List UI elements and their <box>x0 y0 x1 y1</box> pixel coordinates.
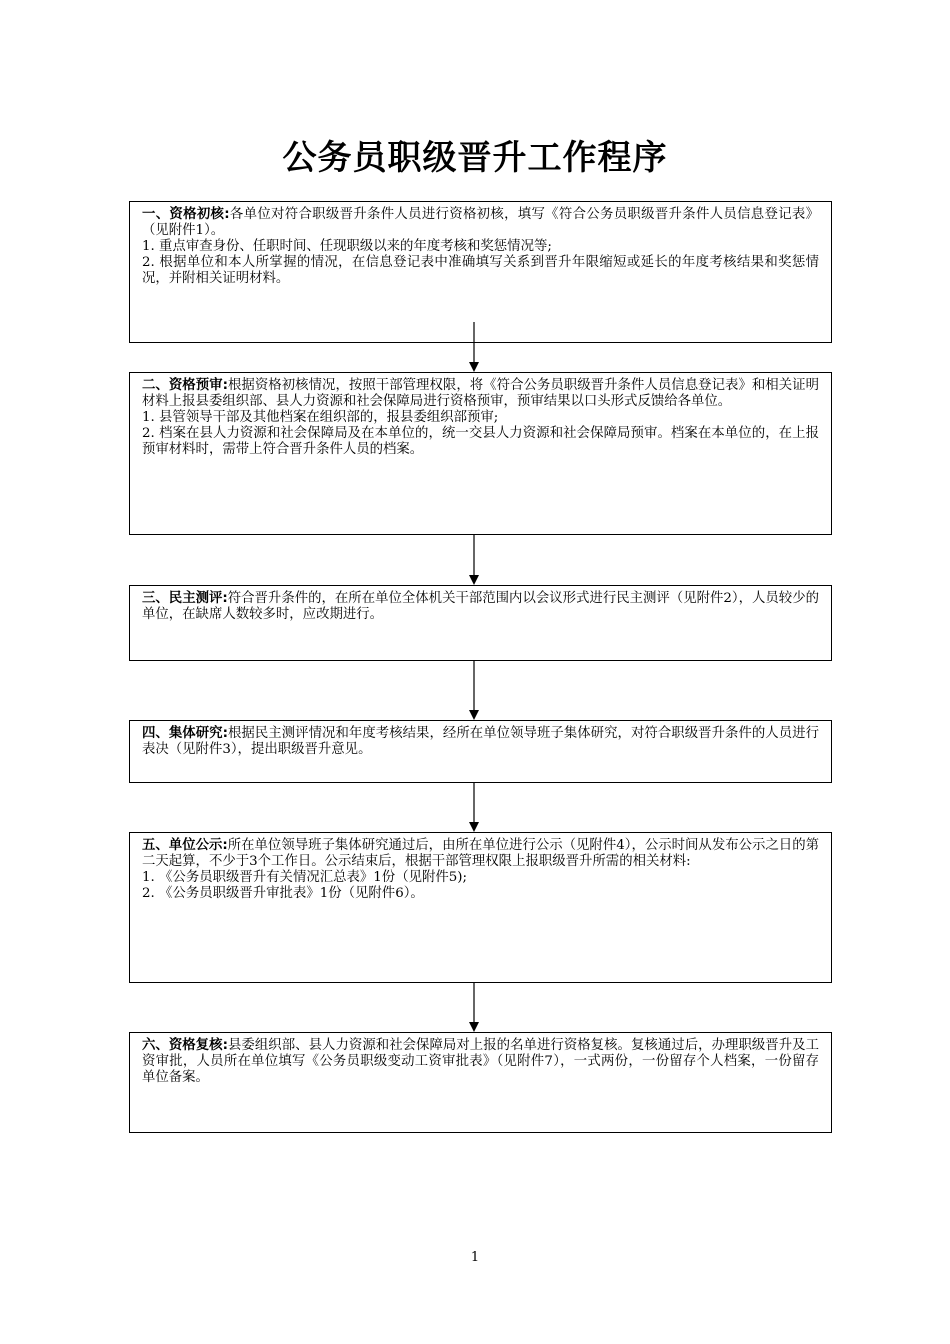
step-1-item-2: 2. 根据单位和本人所掌握的情况，在信息登记表中准确填写关系到晋升年限缩短或延长的年度考核结果和奖惩情况，并附相关证明材料。 <box>142 255 819 286</box>
step-1-body: 各单位对符合职级晋升条件人员进行资格初核，填写《符合公务员职级晋升条件人员信息登记表》（见附件1）。 <box>142 207 820 238</box>
step-5-body: 所在单位领导班子集体研究通过后，由所在单位进行公示（见附件4），公示时间从发布公示之日的第二天起算，不少于3个工作日。公示结束后，根据干部管理权限上报职级晋升所需的相关材料: <box>142 838 819 869</box>
step-5-text <box>142 838 819 870</box>
step-1-heading: 一、资格初核: <box>142 207 230 222</box>
step-5-heading: 五、单位公示: <box>142 838 228 853</box>
step-2-text <box>142 378 819 410</box>
step-box-2 <box>129 372 832 535</box>
step-2-item-2: 2. 档案在县人力资源和社会保障局及在本单位的，统一交县人力资源和社会保障局预审。档案在本单位的，在上报预审材料时，需带上符合晋升条件人员的档案。 <box>142 426 819 457</box>
step-5-item-2: 2. 《公务员职级晋升审批表》1份（见附件6）。 <box>142 886 424 901</box>
step-4-body: 根据民主测评情况和年度考核结果，经所在单位领导班子集体研究，对符合职级晋升条件的人员进行表决（见附件3），提出职级晋升意见。 <box>142 726 819 757</box>
flow-arrow-4 <box>469 783 479 832</box>
step-3-text <box>142 591 819 623</box>
step-2-heading: 二、资格预审: <box>142 378 228 393</box>
flow-arrow-3 <box>469 661 479 720</box>
step-4-text <box>142 726 819 758</box>
page-number: 1 <box>470 1250 480 1265</box>
step-6-text <box>142 1038 819 1086</box>
step-box-4 <box>129 720 832 783</box>
step-box-1 <box>129 201 832 343</box>
step-box-6 <box>129 1032 832 1133</box>
step-6-heading: 六、资格复核: <box>142 1038 228 1053</box>
step-3-heading: 三、民主测评: <box>142 591 228 606</box>
step-1-item-1: 1. 重点审查身份、任职时间、任现职级以来的年度考核和奖惩情况等; <box>142 239 552 254</box>
step-box-5 <box>129 832 832 983</box>
page-title: 公务员职级晋升工作程序 <box>282 138 668 178</box>
step-2-body: 根据资格初核情况，按照干部管理权限，将《符合公务员职级晋升条件人员信息登记表》和相关证明材料上报县委组织部、县人力资源和社会保障局进行资格预审，预审结果以口头形式反馈给各单位。 <box>142 378 819 409</box>
step-3-body: 符合晋升条件的，在所在单位全体机关干部范围内以会议形式进行民主测评（见附件2），人员较少的单位，在缺席人数较多时，应改期进行。 <box>142 591 819 622</box>
flow-arrow-2 <box>469 535 479 585</box>
step-box-3 <box>129 585 832 661</box>
step-4-heading: 四、集体研究: <box>142 726 228 741</box>
flow-arrow-5 <box>469 983 479 1032</box>
step-6-body: 县委组织部、县人力资源和社会保障局对上报的名单进行资格复核。复核通过后，办理职级晋升及工资审批，人员所在单位填写《公务员职级变动工资审批表》（见附件7），一式两份，一份留存个人档案，一份留存单位备案。 <box>142 1038 819 1085</box>
step-1-text <box>142 207 819 239</box>
step-5-item-1: 1. 《公务员职级晋升有关情况汇总表》1份（见附件5); <box>142 870 468 885</box>
step-2-item-1: 1. 县管领导干部及其他档案在组织部的，报县委组织部预审; <box>142 410 499 425</box>
